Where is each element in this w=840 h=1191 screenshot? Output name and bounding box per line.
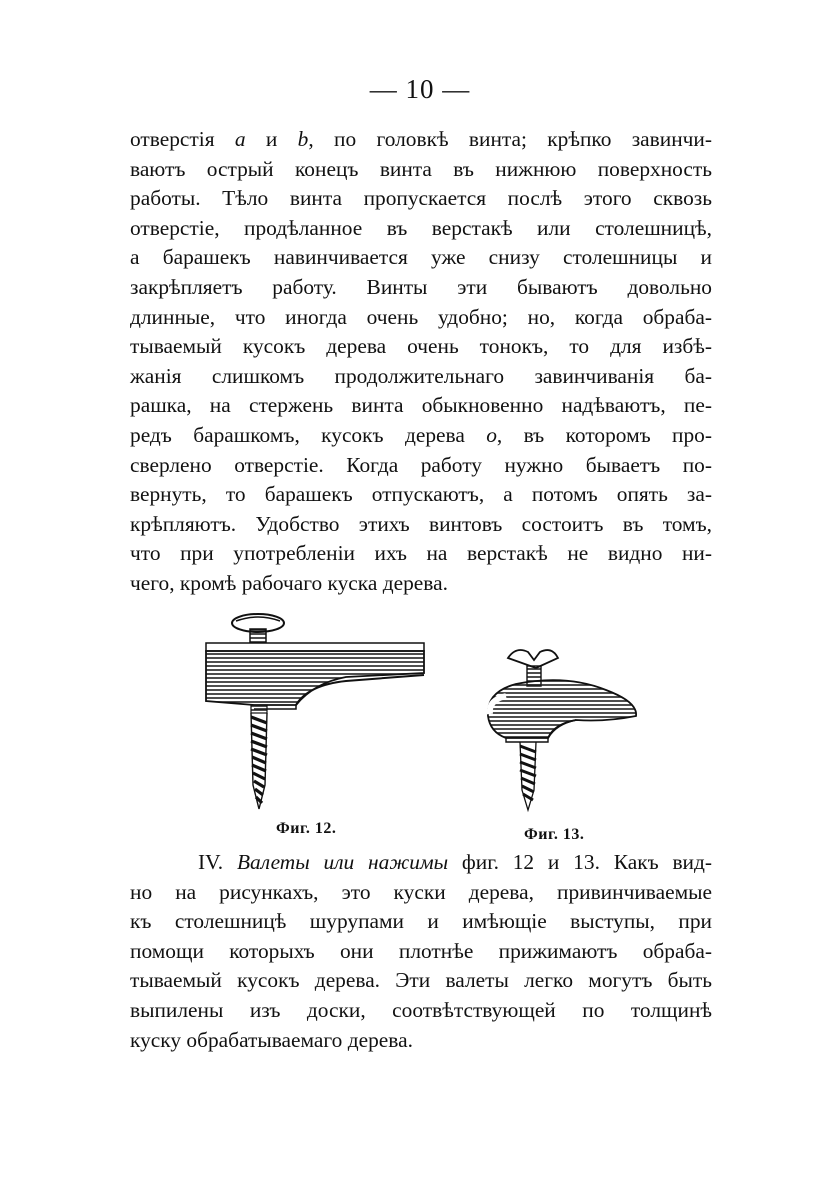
- text-line: редъ барашкомъ, кусокъ дерева o, въ которомъ про-: [130, 422, 712, 447]
- paragraph-bottom: [130, 848, 712, 1055]
- text-line: выпилены изъ доски, соотвѣтствующей по толщинѣ: [130, 997, 712, 1022]
- text-line: рашка, на стержень винта обыкновенно надѣваютъ, пе-: [130, 393, 712, 418]
- screw-thread: [251, 705, 267, 809]
- text-line: къ столешницѣ шурупами и имѣющіе выступы, при: [130, 909, 712, 934]
- text-line: а барашекъ навинчивается уже снизу столешницы и: [130, 245, 712, 270]
- text-line: работы. Тѣло винта пропускается послѣ этого сквозь: [130, 186, 712, 211]
- section-term: Валеты или нажимы: [236, 850, 449, 874]
- section-numeral: IV.: [198, 850, 237, 874]
- paragraph-top: [130, 125, 712, 599]
- text-line: ваютъ острый конецъ винта въ нижнюю поверхность: [130, 156, 712, 181]
- text-line: закрѣпляетъ работу. Винты эти бываютъ довольно: [130, 274, 712, 299]
- text-line: тываемый кусокъ дерева очень тонокъ, то для избѣ-: [130, 334, 712, 359]
- wing-screw-head: [232, 614, 284, 643]
- text-line: IV. Валеты или нажимы фиг. 12 и 13. Какъ вид-: [198, 850, 713, 874]
- text-line: жанія слишкомъ продолжительнаго завинчиванія ба-: [130, 363, 712, 388]
- text-line: чего, кромѣ рабочаго куска дерева.: [130, 570, 448, 595]
- figure-12-holdfast-illustration: [196, 605, 436, 820]
- text-line: вернуть, то барашекъ отпускаютъ, а потомъ опять за-: [130, 482, 712, 507]
- text-line: длинные, что иногда очень удобно; но, когда обраба-: [130, 304, 712, 329]
- text-line: куску обрабатываемаго дерева.: [130, 1027, 413, 1052]
- page-number: — 10 —: [369, 74, 471, 104]
- text-line: сверлено отверстіе. Когда работу нужно бываетъ по-: [130, 452, 712, 477]
- figure-13-caption: Фиг. 13.: [524, 826, 585, 843]
- text-line: отверстія a и b, по головкѣ винта; крѣпко завинчи-: [130, 127, 712, 151]
- text-line: помощи которыхъ они плотнѣе прижимаютъ обраба-: [130, 938, 712, 963]
- text-line: отверстіе, продѣланное въ верстакѣ или столешницѣ,: [130, 215, 712, 240]
- text-line: тываемый кусокъ дерева. Эти валеты легко могутъ быть: [130, 968, 712, 993]
- figure-12-caption: Фиг. 12.: [276, 820, 337, 837]
- text-line: крѣпляютъ. Удобство этихъ винтовъ состоитъ въ томъ,: [130, 511, 712, 536]
- text-line: что при употребленіи ихъ на верстакѣ не видно ни-: [130, 541, 712, 566]
- screw-thread: [520, 742, 536, 810]
- text-line: но на рисункахъ, это куски дерева, привинчиваемые: [130, 879, 712, 904]
- figure-13-holdfast-illustration: [476, 640, 646, 815]
